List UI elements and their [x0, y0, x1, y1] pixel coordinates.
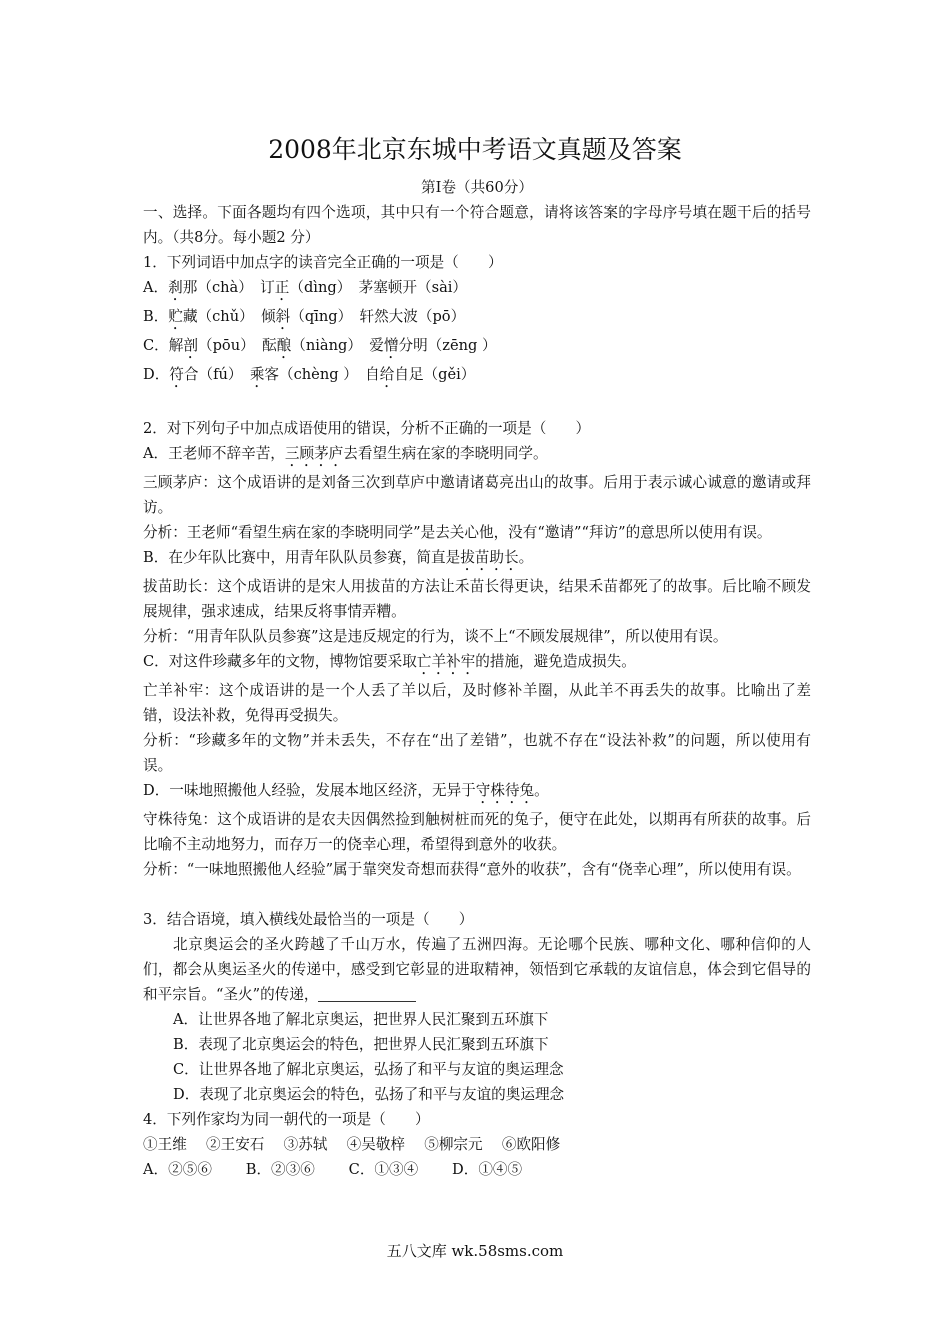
question-1-option-b: B．贮藏（chǔ） 倾斜（qīng） 轩然大波（pō） — [143, 308, 466, 325]
question-3-passage: 北京奥运会的圣火跨越了千山万水，传遍了五洲四海。无论哪个民族、哪种文化、哪种信仰的人们，都会从奥运圣火的传递中，感受到它彰显的进取精神，领悟到它承载的友谊信息，体会到它倡导的和平宗旨。“圣火”的传递， — [143, 936, 811, 1003]
question-4-options: A．②⑤⑥ B．②③⑥ C．①③④ D．①④⑤ — [143, 1161, 523, 1178]
question-2-d-explanation: 守株待兔：这个成语讲的是农夫因偶然捡到触树桩而死的兔子，便守在此处，以期再有所获的故事。后比喻不主动地努力，而存万一的侥幸心理，希望得到意外的收获。 — [143, 811, 811, 853]
question-4-stem: 4．下列作家均为同一朝代的一项是（ ） — [143, 1111, 430, 1128]
question-3-option-d: D．表现了北京奥运会的特色，弘扬了和平与友谊的奥运理念 — [173, 1086, 565, 1103]
question-2-a-analysis: 分析：王老师“看望生病在家的李晓明同学”是去关心他，没有“邀请”“拜访”的意思所以使用有误。 — [143, 524, 772, 541]
question-3-option-b: B．表现了北京奥运会的特色，把世界人民汇聚到五环旗下 — [173, 1036, 549, 1053]
spacer — [143, 391, 811, 416]
question-2-option-d: D．一味地照搬他人经验，发展本地区经济，无异于守株待兔。 — [143, 782, 549, 799]
question-3-stem: 3．结合语境，填入横线处最恰当的一项是（ ） — [143, 911, 474, 928]
question-3-option-a: A．让世界各地了解北京奥运，把世界人民汇聚到五环旗下 — [173, 1011, 549, 1028]
question-2-a-explanation: 三顾茅庐：这个成语讲的是刘备三次到草庐中邀请诸葛亮出山的故事。后用于表示诚心诚意的邀请或拜访。 — [143, 474, 811, 516]
question-2-option-c: C．对这件珍藏多年的文物，博物馆要采取亡羊补牢的措施，避免造成损失。 — [143, 653, 636, 670]
question-1-stem: 1．下列词语中加点字的读音完全正确的一项是（ ） — [143, 254, 503, 271]
question-2-c-analysis: 分析：“珍藏多年的文物”并未丢失，不存在“出了差错”，也就不存在“设法补救”的问题，所以使用有误。 — [143, 732, 811, 774]
question-1-option-d: D．符合（fú） 乘客（chèng ） 自给自足（gěi） — [143, 366, 476, 383]
document-title: 2008年北京东城中考语文真题及答案 — [268, 135, 682, 164]
question-1-option-a: A．刹那（chà） 订正（dìng） 茅塞顿开（sài） — [143, 279, 468, 296]
question-1-option-c: C．解剖（pōu） 酝酿（niàng） 爱憎分明（zēng ） — [143, 337, 497, 354]
question-3-option-c: C．让世界各地了解北京奥运，弘扬了和平与友谊的奥运理念 — [173, 1061, 564, 1078]
question-2-option-a: A．王老师不辞辛苦，三顾茅庐去看望生病在家的李晓明同学。 — [143, 445, 548, 462]
section-heading: 第Ⅰ卷（共60分） — [421, 179, 533, 196]
question-2-b-analysis: 分析：“用青年队队员参赛”这是违反规定的行为，谈不上“不顾发展规律”，所以使用有误。 — [143, 628, 728, 645]
question-4-authors: ①王维 ②王安石 ③苏轼 ④吴敬梓 ⑤柳宗元 ⑥欧阳修 — [143, 1136, 561, 1153]
answer-blank — [318, 983, 416, 1002]
question-2-option-b: B．在少年队比赛中，用青年队队员参赛，简直是拔苗助长。 — [143, 549, 534, 566]
instructions: 一、选择。下面各题均有四个选项，其中只有一个符合题意，请将该答案的字母序号填在题干后的括号内。（共8分。每小题2 分） — [143, 204, 811, 246]
footer-watermark: 五八文库 wk.58sms.com — [386, 1242, 564, 1260]
spacer — [143, 882, 811, 907]
question-2-stem: 2．对下列句子中加点成语使用的错误，分析不正确的一项是（ ） — [143, 420, 591, 437]
question-2-d-analysis: 分析：“一味地照搬他人经验”属于靠突发奇想而获得“意外的收获”，含有“侥幸心理”，所以使用有误。 — [143, 861, 801, 878]
question-2-b-explanation: 拔苗助长：这个成语讲的是宋人用拔苗的方法让禾苗长得更诀，结果禾苗都死了的故事。后比喻不顾发展规律，强求速成，结果反将事情弄糟。 — [143, 578, 811, 620]
document-body — [143, 175, 811, 1182]
question-2-c-explanation: 亡羊补牢：这个成语讲的是一个人丢了羊以后，及时修补羊圈，从此羊不再丢失的故事。比喻出了差错，设法补救，免得再受损失。 — [143, 682, 811, 724]
